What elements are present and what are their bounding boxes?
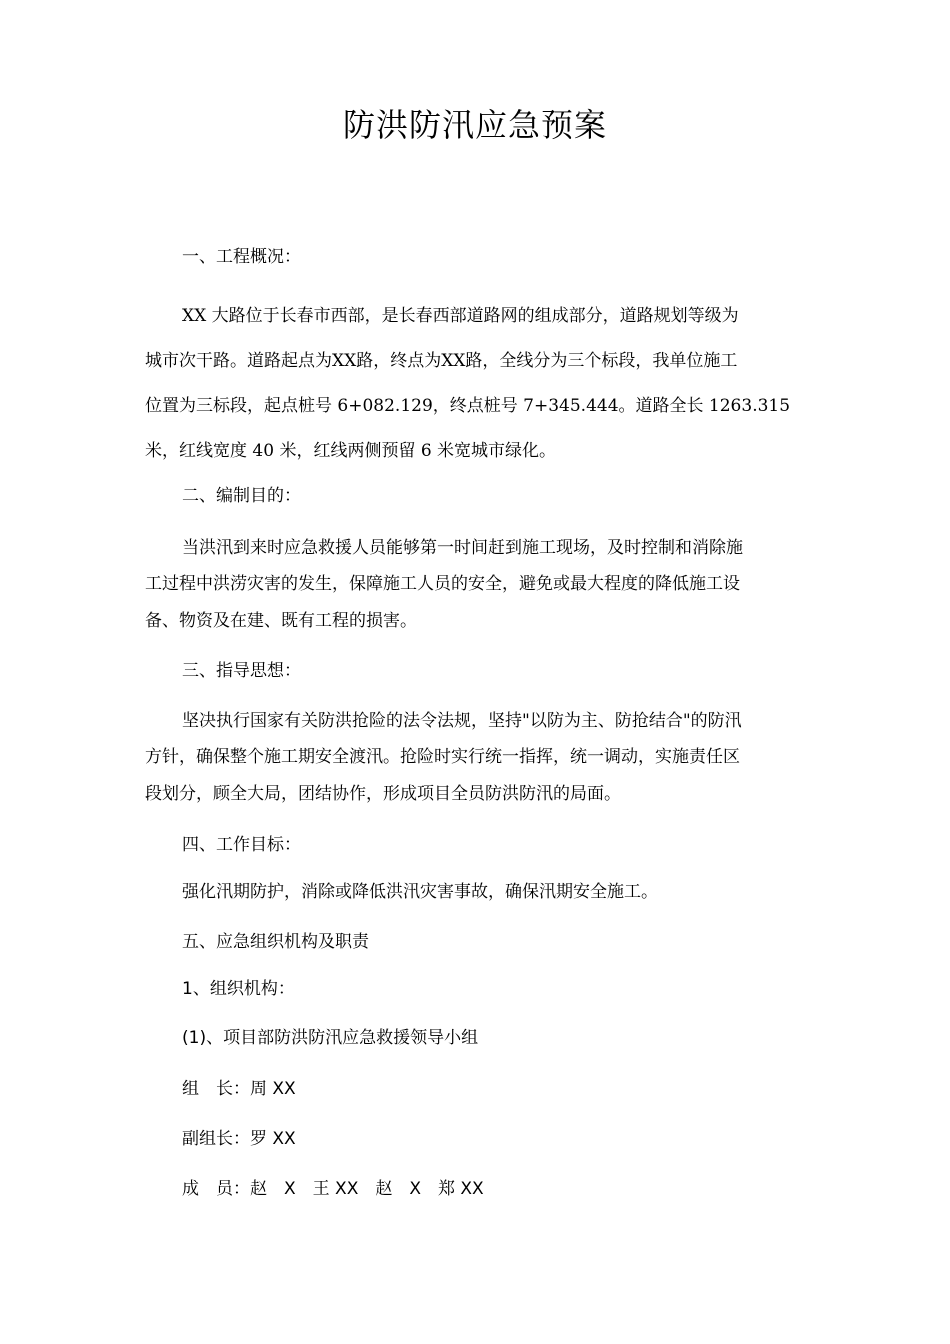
section-heading-organization: 五、应急组织机构及职责 <box>182 932 369 952</box>
guideline-line: 方针，确保整个施工期安全渡汛。抢险时实行统一指挥，统一调动，实施责任区 <box>145 747 740 767</box>
goal-line: 强化汛期防护，消除或降低洪汛灾害事故，确保汛期安全施工。 <box>182 882 658 902</box>
subheading-leading-group: (1)、项目部防洪防汛应急救援领导小组 <box>182 1028 479 1048</box>
section-heading-purpose: 二、编制目的： <box>182 486 301 506</box>
section-heading-goal: 四、工作目标： <box>182 835 301 855</box>
overview-line: 米，红线宽度 40 米，红线两侧预留 6 米宽城市绿化。 <box>145 441 557 461</box>
guideline-line: 坚决执行国家有关防洪抢险的法令法规，坚持"以防为主、防抢结合"的防汛 <box>182 711 742 731</box>
section-heading-overview: 一、工程概况： <box>182 247 301 267</box>
group-members: 成 员：赵 X 王 XX 赵 X 郑 XX <box>182 1179 484 1199</box>
deputy-leader: 副组长：罗 XX <box>182 1129 296 1149</box>
purpose-line: 工过程中洪涝灾害的发生，保障施工人员的安全，避免或最大程度的降低施工设 <box>145 574 740 594</box>
guideline-line: 段划分，顾全大局，团结协作，形成项目全员防洪防汛的局面。 <box>145 784 621 804</box>
document-title: 防洪防汛应急预案 <box>342 106 607 144</box>
purpose-line: 当洪汛到来时应急救援人员能够第一时间赶到施工现场，及时控制和消除施 <box>182 538 743 558</box>
overview-line: XX 大路位于长春市西部，是长春西部道路网的组成部分，道路规划等级为 <box>182 306 739 326</box>
overview-line: 位置为三标段，起点桩号 6+082.129，终点桩号 7+345.444。道路全长 1263.315 <box>145 396 791 416</box>
purpose-line: 备、物资及在建、既有工程的损害。 <box>145 611 417 631</box>
overview-line: 城市次干路。道路起点为XX路，终点为XX路，全线分为三个标段，我单位施工 <box>145 351 738 371</box>
group-leader: 组 长：周 XX <box>182 1079 296 1099</box>
section-heading-guideline: 三、指导思想： <box>182 661 301 681</box>
subheading-structure: 1、组织机构： <box>182 979 295 999</box>
